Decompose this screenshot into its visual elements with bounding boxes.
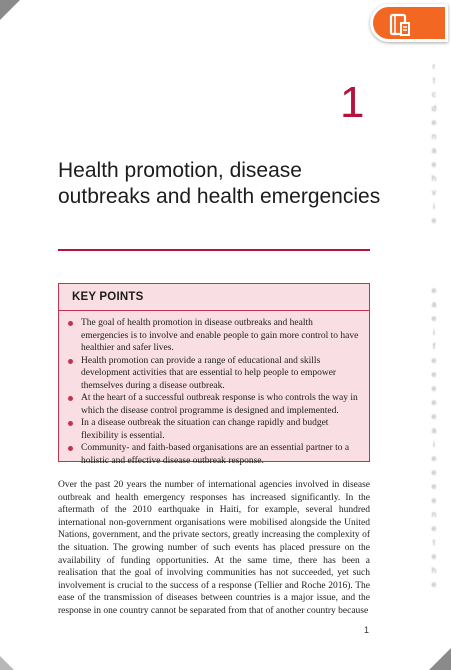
reader-button[interactable] bbox=[370, 4, 448, 42]
page-edge-preview: r t c d e n a e h v i e e a e i f e e e e e a i e e e e n e t e h e bbox=[431, 62, 437, 589]
key-point-item bbox=[66, 442, 362, 467]
key-points-list bbox=[66, 317, 362, 467]
key-point-item bbox=[66, 355, 362, 393]
key-point-item bbox=[66, 392, 362, 417]
key-point-item bbox=[66, 317, 362, 355]
key-point-item bbox=[66, 417, 362, 442]
chapter-title: Health promotion, disease outbreaks and health emergencies bbox=[58, 159, 381, 208]
key-point-text: In a disease outbreak the situation can change rapidly and budget flexibility is essential. bbox=[81, 418, 329, 441]
bullet-icon bbox=[68, 421, 73, 426]
bullet-icon bbox=[68, 396, 73, 401]
title-divider bbox=[58, 249, 370, 251]
chapter-number: 1 bbox=[340, 78, 365, 127]
body-paragraph: Over the past 20 years the number of international agencies involved in disease outbreak and health emergency responses has increased significantly. In the aftermath of the 2010 earthquake in Haiti, for example, several hundred international non-government organisations were mobilised alongside the United Nations, government, and the private sectors, greatly increasing the complexity of the situation. The growing number of such events has placed pressure on the availability of funding opportunities. At the same time, there has been a realisation that the goal of involving communities has not succeeded, yet such involvement is crucial to the success of a response (Tellier and Roche 2016). The ease of the transmission of diseases between countries is a major issue, and the response in one country cannot be separated from that of another country because bbox=[58, 480, 370, 616]
page-number: 1 bbox=[364, 625, 370, 635]
key-point-text: The goal of health promotion in disease outbreaks and health emergencies is to involve and enable people to gain more control to have healthier and safer lives. bbox=[81, 318, 359, 353]
key-point-text: Health promotion can provide a range of educational and skills development activities that are essential to help people to empower themselves during a disease outbreak. bbox=[81, 355, 337, 391]
key-points-divider bbox=[58, 310, 370, 311]
book-reader-icon bbox=[387, 12, 413, 38]
key-points-heading: KEY POINTS bbox=[72, 291, 144, 303]
bullet-icon bbox=[68, 446, 73, 451]
bullet-icon bbox=[68, 321, 73, 326]
bullet-icon bbox=[68, 359, 73, 364]
key-point-text: Community- and faith-based organisations are an essential partner to a holistic and effective disease outbreak response. bbox=[81, 443, 350, 466]
page-curl-bottom-left[interactable] bbox=[0, 656, 14, 670]
page-curl-top-left[interactable] bbox=[0, 0, 20, 20]
page-curl-bottom-right[interactable] bbox=[429, 648, 451, 670]
key-point-text: At the heart of a successful outbreak response is who controls the way in which the disease control programme is designed and implemented. bbox=[81, 393, 358, 416]
